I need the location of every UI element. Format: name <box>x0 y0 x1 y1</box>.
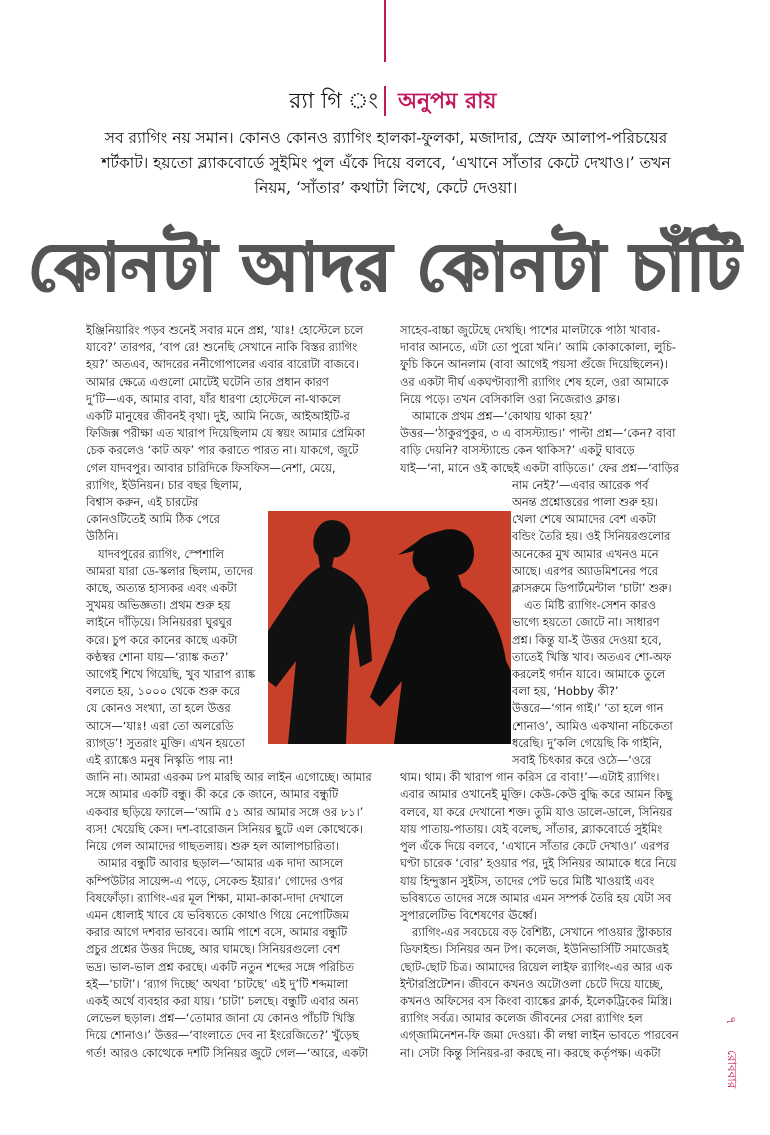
body-text-line: এগ্‌জামিনেশন-ফি জমা দেওয়া। কী লম্বা লাইন ভাবতে পারবেন <box>400 1028 679 1043</box>
body-text-line: ধরেছি। দু’কলি গেয়েছি কি গাইনি, <box>512 735 663 750</box>
section-rubric: র‍্যা গি ং <box>289 89 378 114</box>
body-text-line: উঠিনি। <box>86 529 119 544</box>
body-text-line: যাবে?’ তারপর, ‘বাপ রে! শুনেছি সেখানে নাকি বিস্তর র‍্যাগিং <box>86 340 358 355</box>
body-text-line: একটি মানুষের জীবনই বৃথা। দুই, আমি নিজে, আইআইটি-র <box>86 409 350 424</box>
top-divider-line <box>384 0 386 62</box>
body-text-line: গেল যাদবপুর। আবার চারিদিকে ফিসফিস—নেশা, মেয়ে, <box>86 460 336 475</box>
body-text-line: আগেই শিখে গিয়েছি, খুব খারাপ র‍্যাঙ্ক <box>86 667 256 682</box>
body-text-line: একবার ছড়িয়ে ফ্যালে—‘আমি ৫১ আর আমার সঙ্গে ওর ৮১।’ <box>86 804 364 819</box>
body-text-line: হই—‘চাটা’। ‘র‍্যাগ দিচ্ছে’ অথবা ‘চাটছে’ এই দু’টি শব্দমালা <box>86 976 349 991</box>
body-text-line: যায় হিন্দুস্তান সুইটস, তাদের পেট ভরে মিষ্টি খাওয়াই এবং <box>400 873 655 888</box>
body-text-line: খেলা শেষে আমাদের বেশ একটা <box>512 512 657 527</box>
body-text-line: ওর একটা দীর্ঘ একঘণ্টাব্যাপী র‍্যাগিং শেষ হলে, ওরা আমাকে <box>400 374 669 389</box>
body-text-line: প্রশ্ন। কিন্তু যা-ই উত্তর দেওয়া হবে, <box>512 632 662 647</box>
body-text-line: নিয়ে গেল আমাদের গাছতলায়। শুরু হল আলাপচারিতা। <box>86 839 339 854</box>
body-text-line: যাই—‘না, মানে ওই কাছেই একটা বাড়িতে।’ ফের প্রশ্ন—‘বাড়ির <box>400 460 680 475</box>
body-text-line: একই অর্থে ব্যবহার করা যায়। ‘চাটা’ চলছে। বন্ধুটি এবার অন্য <box>86 993 359 1008</box>
body-text-line: উত্তর—‘ঠাকুরপুকুর, ৩ এ বাসস্ট্যান্ড।’ পাল্টা প্রশ্ন—‘কেন? বাবা <box>400 426 676 441</box>
body-text-line: তাতেই খিস্তি খাব। অতএব শো-অফ <box>512 649 672 664</box>
body-text-line: অনেকের মুখ আমার এখনও মনে <box>512 546 659 561</box>
body-text-line: ছোট-ছোট চিত্র। আমাদের রিয়েল লাইফ র‍্যাগিং-এর আর এক <box>400 959 673 974</box>
magazine-name: রোববার <box>725 1050 739 1089</box>
body-text-line: করার আগে দশবার ভাববে। আমি পাশে বসে, আমার বন্ধুটি <box>86 925 348 940</box>
silhouettes-icon <box>268 511 511 744</box>
body-text-line: কোনওটিতেই আমি ঠিক পেরে <box>86 512 220 527</box>
body-text-line: ভবিষ্যতে তাদের সঙ্গে আমার এমন সম্পর্ক তৈরি হয় যেটা সব <box>400 890 672 905</box>
body-text-line: কম্পিউটার সায়েন্স-এ পড়ে, সেকেন্ড ইয়ার।’ গোদের ওপর <box>86 873 343 888</box>
body-text-line: কণ্ঠস্বর শোনা যায়—‘র‍্যাঙ্ক কত?’ <box>86 649 229 664</box>
body-text-line: দাবার আনতে, এটা তো পুরো খনি।’ আমি কোকাকোলা, লুচি- <box>400 340 677 355</box>
body-text-line: অনন্ত প্রশ্নোত্তরের পালা শুরু হয়। <box>512 495 658 510</box>
body-text-line: না। সেটা কিন্তু সিনিয়র-রা করছে না। করছে কর্তৃপক্ষ। একটা <box>400 1045 661 1060</box>
page-number: ৭ <box>723 1016 738 1025</box>
body-text-line: বিশ্বাস করুন, এই চারটের <box>86 495 199 510</box>
body-text-line: লেভেল ছড়াল। প্রশ্ন—‘তোমার জানা যে কোনও পাঁচটি খিস্তি <box>86 1011 355 1026</box>
body-text-line: উত্তরে—‘গান গাই।’ ‘তা হলে গান <box>512 701 664 716</box>
body-text-line: এত মিষ্টি র‍্যাগিং-সেশন কারও <box>524 598 656 613</box>
author-name: অনুপম রায় <box>398 89 497 114</box>
headline: কোনটা আদর কোনটা চাঁটি <box>28 229 742 306</box>
body-text-line: র‍্যাগিং, ইউনিয়ন। চার বছর ছিলাম, <box>86 477 243 492</box>
body-text-line: লাইনে দাঁড়িয়ে। সিনিয়ররা ঘুরঘুর <box>86 615 232 630</box>
body-text-line: শোনাও’, আমিও একখানা নচিকেতা <box>512 718 673 733</box>
body-text-line: ফিজিক্স পরীক্ষা এত খারাপ দিয়েছিলাম যে স্বয়ং আমার প্রেমিকা <box>86 426 366 441</box>
body-text-line: কখনও অফিসের বস কিংবা ব্যাঙ্কের ক্লার্ক, ইলেকট্রিকের মিস্ত্রি। <box>400 993 673 1008</box>
body-text-line: ভদ্র। ভাল-ভাল প্রশ্ন করছে। একটি নতুন শব্দের সঙ্গে পরিচিত <box>86 959 354 974</box>
body-text-line: হয়?’ অতএব, আদরের ননীগোপালের এবার বারোটা বাজবে। <box>86 357 359 372</box>
body-text-line: গর্ত! আরও কোত্থেকে দশটি সিনিয়র জুটে গেল—‘আরে, একটা <box>86 1045 369 1060</box>
standfirst <box>86 126 686 201</box>
standfirst-line: সব র‍্যাগিং নয় সমান। কোনও কোনও র‍্যাগিং হালকা-ফুলকা, মজাদার, স্রেফ আলাপ-পরিচয়ের <box>104 129 668 147</box>
kicker-separator <box>384 86 386 116</box>
body-text-line: বলতে হয়, ১০০০ থেকে শুরু করে <box>86 684 240 699</box>
body-text-line: ক্লাসরুমে ডিপার্টমেন্টাল ‘চাটা’ শুরু। <box>512 581 672 596</box>
body-text-line: র‍্যাগিং সর্বত্র। আমার কলেজ জীবনের সেরা র‍্যাগিং হল <box>400 1011 643 1026</box>
body-text-line: দু’টি—এক, আমার বাবা, যাঁর ধারণা হোস্টেলে না-থাকলে <box>86 391 341 406</box>
body-text-line: জানি না। আমরা এরকম ঢপ মারছি আর লাইন এগোচ্ছে। আমার <box>86 770 372 785</box>
body-text-line: থাম। থাম। কী খারাপ গান করিস রে বাবা!’—এটাই র‍্যাগিং। <box>400 770 660 785</box>
body-text-line: ডিফাইন্ড। সিনিয়র অন টপ। কলেজ, ইউনিভার্সিটি সমাজেরই <box>400 942 669 957</box>
body-text-line: করলেই গর্দান যাবে। আমাকে তুলে <box>512 667 666 682</box>
body-text-line: র‍্যাগ্‌ড’! সুতরাং মুক্তি। এখন হয়তো <box>86 735 245 750</box>
body-text-line: র‍্যাগিং-এর সবচেয়ে বড় বৈশিষ্ট্য, সেখানে পাওয়ার স্ট্রাকচার <box>412 925 672 940</box>
body-text-line: নিয়ে পড়ে। তখন বেসিকালি ওরা নিজেরাও ক্লান্ত। <box>400 391 621 406</box>
body-text-line: আমাকে প্রথম প্রশ্ন—‘কোথায় থাকা হয়?’ <box>412 409 593 424</box>
body-text-line: কাছে, অত্যন্ত হাস্যকর এবং একটা <box>86 581 237 596</box>
body-text-line: সঙ্গে আমার একটি বন্ধু। কী করে কে জানে, আমার বন্ধুটি <box>86 787 339 802</box>
standfirst-line: নিয়ম, ‘সাঁতার’ কথাটা লিখে, কেটে দেওয়া। <box>254 179 518 197</box>
body-text-line: বিষফোঁড়া। র‍্যাগিং-এর মূল শিক্ষা, মামা-কাকা-দাদা দেখালে <box>86 890 344 905</box>
body-text-line: যাদবপুরের র‍্যাগিং, স্পেশালি <box>98 546 224 561</box>
silhouettes-illustration <box>268 511 511 744</box>
body-text-line: নাম নেই?’—এবার আরেক পর্ব <box>512 477 649 492</box>
standfirst-line: শর্টকাট। হয়তো ব্ল্যাকবোর্ডে সুইমিং পুল এঁকে দিয়ে বলবে, ‘এখানে সাঁতার কেটে দেখাও।’ তখন <box>101 154 671 172</box>
body-text-line: বাড়ি দেয়নি? বাসস্ট্যান্ডে কেন থাকিস?’ একটু ঘাবড়ে <box>400 443 635 458</box>
kicker <box>0 84 770 124</box>
body-text-line: সবাই চিৎকার করে ওঠে—‘ওরে <box>512 753 652 768</box>
body-text-line: আছে। এরপর অ্যাডমিশনের পরে <box>512 563 659 578</box>
body-text-line: যায় পাতায়-পাতায়। যেই বলেছ, সাঁতার, ব্ল্যাকবোর্ডে সুইমিং <box>400 821 663 836</box>
body-text-line: পুল এঁকে দিয়ে বলবে, ‘এখানে সাঁতার কেটে দেখাও।’ এরপর <box>400 839 670 854</box>
body-text-line: সুপারলেটিভ বিশেষণের ঊর্ধ্বে। <box>400 907 537 922</box>
body-text-line: সুখময় অভিজ্ঞতা। প্রথম শুরু হয় <box>86 598 231 613</box>
body-text-line: এবার আমার ওখানেই মুক্তি। কেউ-কেউ বুদ্ধি করে আমন কিছু <box>400 787 673 802</box>
body-text-line: যে কোনও সংখ্যা, তা হলে উত্তর <box>86 701 231 716</box>
body-text-line: করে। চুপ করে কানের কাছে একটা <box>86 632 238 647</box>
body-text-line: বলবে, যা করে দেখানো শক্ত। তুমি যাও ডালে-ডালে, সিনিয়র <box>400 804 673 819</box>
body-text-line: বন্ডিং তৈরি হয়। ওই সিনিয়রগুলোর <box>512 529 671 544</box>
body-text-line: সাহেব-বাচ্চা জুটেছে দেখছি। পাশের মালটাকে পাঠা খাবার- <box>400 323 661 337</box>
body-text-line: আসে—‘যাঃ! এরা তো অলরেডি <box>86 718 234 733</box>
body-text-line: ভাগ্যে হয়তো জোটে না। সাধারণ <box>512 615 660 630</box>
body-text-line: এই র‍্যাঙ্কেও মনুষ নিস্কৃতি পায় না! <box>86 753 234 768</box>
body-text-line: আমরা যারা ডে-স্কলার ছিলাম, তাদের <box>86 563 254 578</box>
body-text-line: ইন্টারপ্রিটেশন। জীবনে কখনও অটোওলা চেটে দিয়ে যাচ্ছে, <box>400 976 664 991</box>
body-text-line: ব্যস! খেয়েছি কেস। দশ-বারোজন সিনিয়র ছুটে এল কোত্থেকে। <box>86 821 363 836</box>
page-footer <box>722 1016 744 1120</box>
body-text-line: চেক করলেও ‘কাট অফ’ পার করাতে পারত না। যাকগে, জুটে <box>86 443 359 458</box>
body-text-line: ফুচি কিনে আনলাম (বাবা আগেই পয়সা গুঁজে দিয়েছিলেন)। <box>400 357 669 372</box>
body-text-line: দিয়ে শোনাও।’ উত্তর—‘বাংলাতে দেব না ইংরেজিতে?’ খুঁড়েছ <box>86 1028 359 1043</box>
body-text-line: বলা হয়, ‘Hobby কী?’ <box>512 684 619 699</box>
body-text-line: প্রচুর প্রশ্নের উত্তর দিচ্ছে, আর ঘামছে। সিনিয়রগুলো বেশ <box>86 942 341 957</box>
body-text-line: আমার ক্ষেত্রে এগুলো মোটেই ঘটেনি তার প্রধান কারণ <box>86 374 329 389</box>
body-text-line: ইঞ্জিনিয়ারিং পড়ব শুনেই সবার মনে প্রশ্ন, ‘যাঃ! হোস্টেলে চলে <box>86 323 364 337</box>
body-text-line: ঘণ্টা চারেক ‘বোর’ হওয়ার পর, দুই সিনিয়র আমাকে ধরে নিয়ে <box>400 856 677 871</box>
body-text-line: এমন ধোলাই খাবে যে ভবিষ্যতে কোথাও গিয়ে নেপোটিজম <box>86 907 349 922</box>
body-text-line: আমার বন্ধুটি আবার ছড়াল—‘আমার এক দাদা আসলে <box>98 856 344 871</box>
